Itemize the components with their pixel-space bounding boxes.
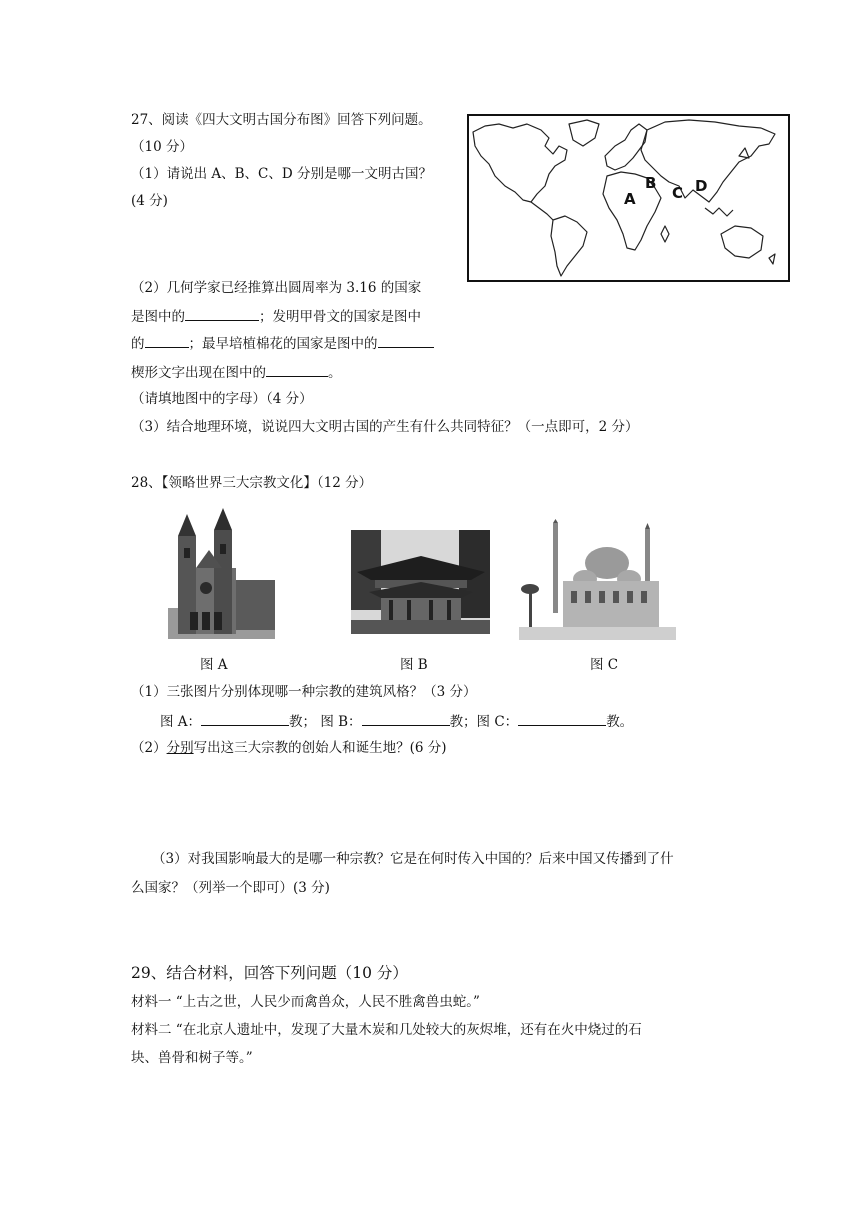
q27-sub2-text: 的 [131,336,145,352]
q27-sub1: （1）请说出 A、B、C、D 分别是哪一文明古国？ [131,166,432,182]
q28-sub1-text: 教；图 C： [449,714,519,730]
mosque-image [519,519,676,640]
blank-religion-a[interactable] [201,711,289,726]
q28-sub2-text: 写出这三大宗教的创始人和诞生地？(6 分) [193,740,447,756]
q28-sub2 [131,739,447,757]
q28-sub1-text: 教； 图 B： [289,714,362,730]
blank-cuneiform[interactable] [266,362,328,377]
q28-title: 28、【领略世界三大宗教文化】（12 分） [131,475,373,491]
q27-sub2-line3 [131,333,434,353]
map-label-c: C [672,184,684,202]
blank-religion-b[interactable] [362,711,450,726]
q27-sub1-score: (4 分) [131,193,168,209]
blank-pi[interactable] [185,306,259,321]
church-image [168,508,275,639]
q27-sub2-line4 [131,362,342,382]
q28-sub3-line2: 么国家？（列举一个即可）(3 分) [131,880,330,896]
q29-material-1: 材料一 “上古之世，人民少而禽兽众，人民不胜禽兽虫蛇。” [131,994,480,1010]
q28-sub1-text: 图 A： [160,714,202,730]
q27-sub2-note: （请填地图中的字母）（4 分） [131,391,313,407]
blank-cotton[interactable] [378,333,434,348]
temple-image [351,530,490,634]
q27-sub2-text: 是图中的 [131,309,185,325]
world-map-svg [469,116,788,280]
q27-sub2-text: ；最早培植棉花的国家是图中的 [188,336,378,352]
q28-sub1-blanks [160,711,633,731]
map-label-d: D [695,177,708,195]
q28-sub1-text: 教。 [606,714,634,730]
blank-religion-c[interactable] [518,711,606,726]
q29-title: 29、结合材料，回答下列问题（10 分） [131,964,408,982]
q28-sub2-text: （2） [131,740,167,756]
q29-material-2-line2: 块、兽骨和树子等。” [131,1050,253,1066]
q29-material-2-line1: 材料二 “在北京人遗址中，发现了大量木炭和几处较大的灰烬堆，还有在火中烧过的石 [131,1022,642,1038]
q27-sub2-line1: （2）几何学家已经推算出圆周率为 3.16 的国家 [131,280,422,296]
map-label-b: B [645,174,657,192]
caption-c: 图 C [590,657,619,673]
q27-sub2-text: 楔形文字出现在图中的 [131,365,266,381]
q28-sub3-line1: （3）对我国影响最大的是哪一种宗教？它是在何时传入中国的？后来中国又传播到了什 [152,851,674,867]
q27-sub3: （3）结合地理环境，说说四大文明古国的产生有什么共同特征？（一点即可，2 分） [131,419,639,435]
caption-b: 图 B [400,657,428,673]
q27-title: 27、阅读《四大文明古国分布图》回答下列问题。 [131,112,432,128]
q27-sub2-line2 [131,306,421,326]
q27-sub2-text: ；发明甲骨文的国家是图中 [259,309,421,325]
world-map [467,114,790,282]
q27-sub2-text: 。 [328,365,342,381]
q28-sub2-underlined: 分别 [166,740,194,756]
q27-score: （10 分） [131,139,193,155]
q28-sub1: （1）三张图片分别体现哪一种宗教的建筑风格？（3 分） [131,684,477,700]
blank-oracle-bone[interactable] [145,333,189,348]
map-label-a: A [624,190,636,208]
caption-a: 图 A [200,657,228,673]
